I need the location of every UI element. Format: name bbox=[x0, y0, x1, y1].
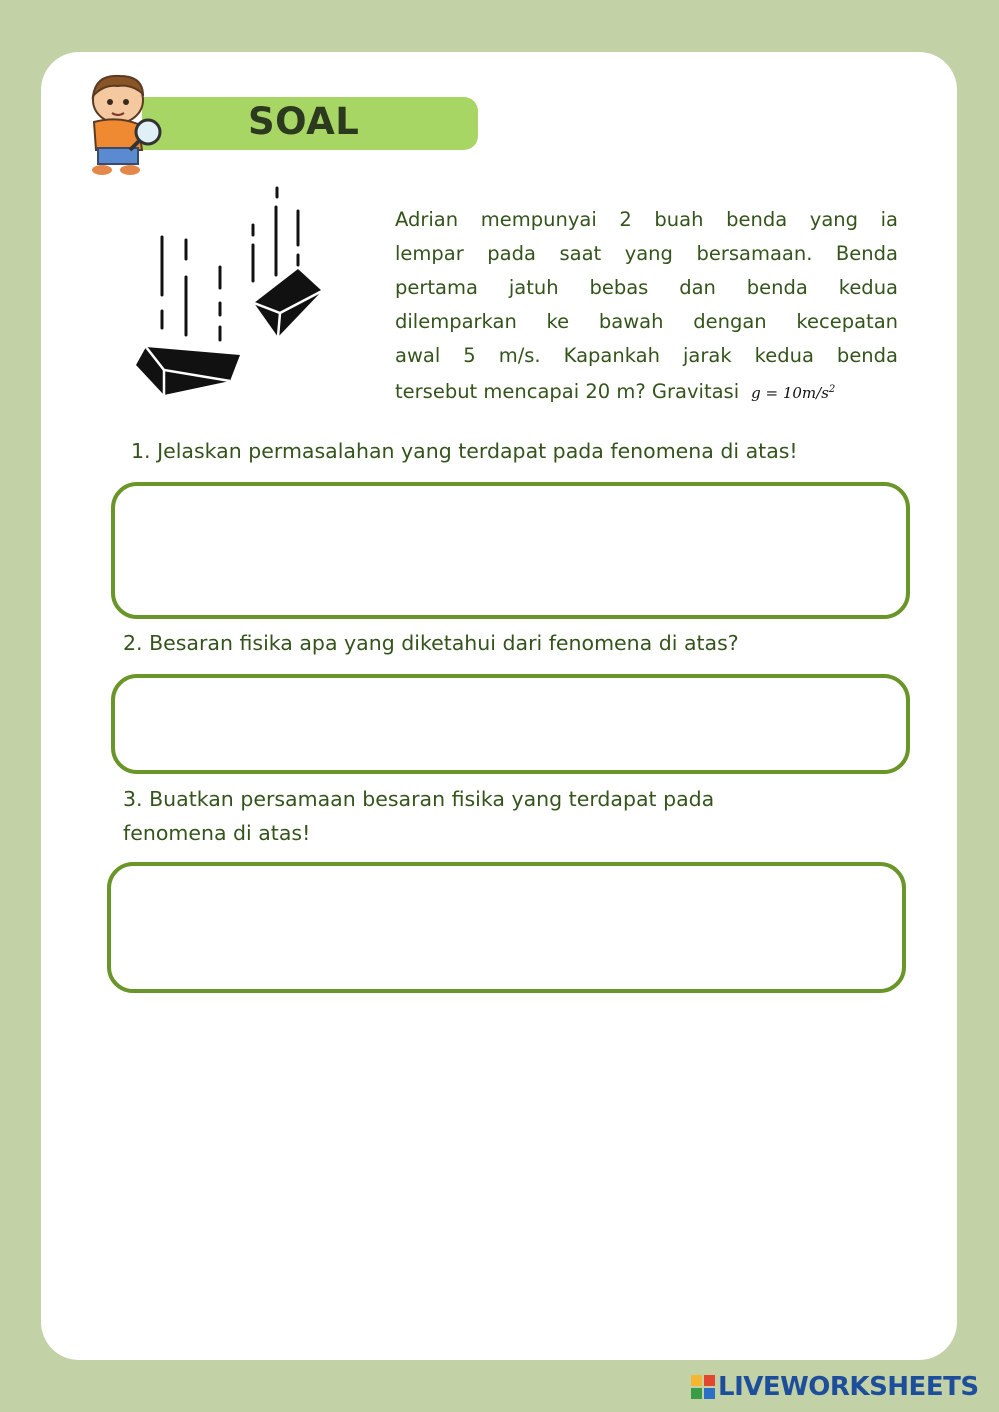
brand-name: LIVEWORKSHEETS bbox=[718, 1372, 979, 1402]
question-1: 1. Jelaskan permasalahan yang terdapat pada fenomena di atas! bbox=[131, 439, 798, 463]
problem-line: tersebut mencapai 20 m? Gravitasi bbox=[395, 380, 740, 403]
answer-box-3[interactable] bbox=[107, 862, 906, 993]
problem-last-line bbox=[395, 373, 898, 410]
question-2: 2. Besaran fisika apa yang diketahui dari fenomena di atas? bbox=[123, 631, 739, 655]
problem-line: lempar pada saat yang bersamaan. Benda bbox=[395, 242, 898, 265]
question-3-line-2: fenomena di atas! bbox=[123, 821, 311, 845]
falling-objects-illustration bbox=[122, 185, 332, 405]
problem-line: pertama jatuh bebas dan benda kedua bbox=[395, 276, 898, 299]
gravity-formula: $g = 10m/s^2$ bbox=[751, 384, 836, 402]
boy-magnifier-icon bbox=[72, 70, 164, 178]
question-3 bbox=[123, 782, 863, 850]
answer-box-2[interactable] bbox=[111, 674, 910, 774]
liveworksheets-brand bbox=[690, 1372, 979, 1402]
question-3-line-1: 3. Buatkan persamaan besaran fisika yang terdapat pada bbox=[123, 787, 715, 811]
problem-line: dilemparkan ke bawah dengan kecepatan bbox=[395, 310, 898, 333]
liveworksheets-logo-icon bbox=[690, 1374, 716, 1400]
problem-statement bbox=[395, 203, 898, 410]
problem-line: awal 5 m/s. Kapankah jarak kedua benda bbox=[395, 344, 898, 367]
page-title: SOAL bbox=[248, 100, 360, 143]
answer-box-1[interactable] bbox=[111, 482, 910, 619]
problem-line: Adrian mempunyai 2 buah benda yang ia bbox=[395, 208, 898, 231]
